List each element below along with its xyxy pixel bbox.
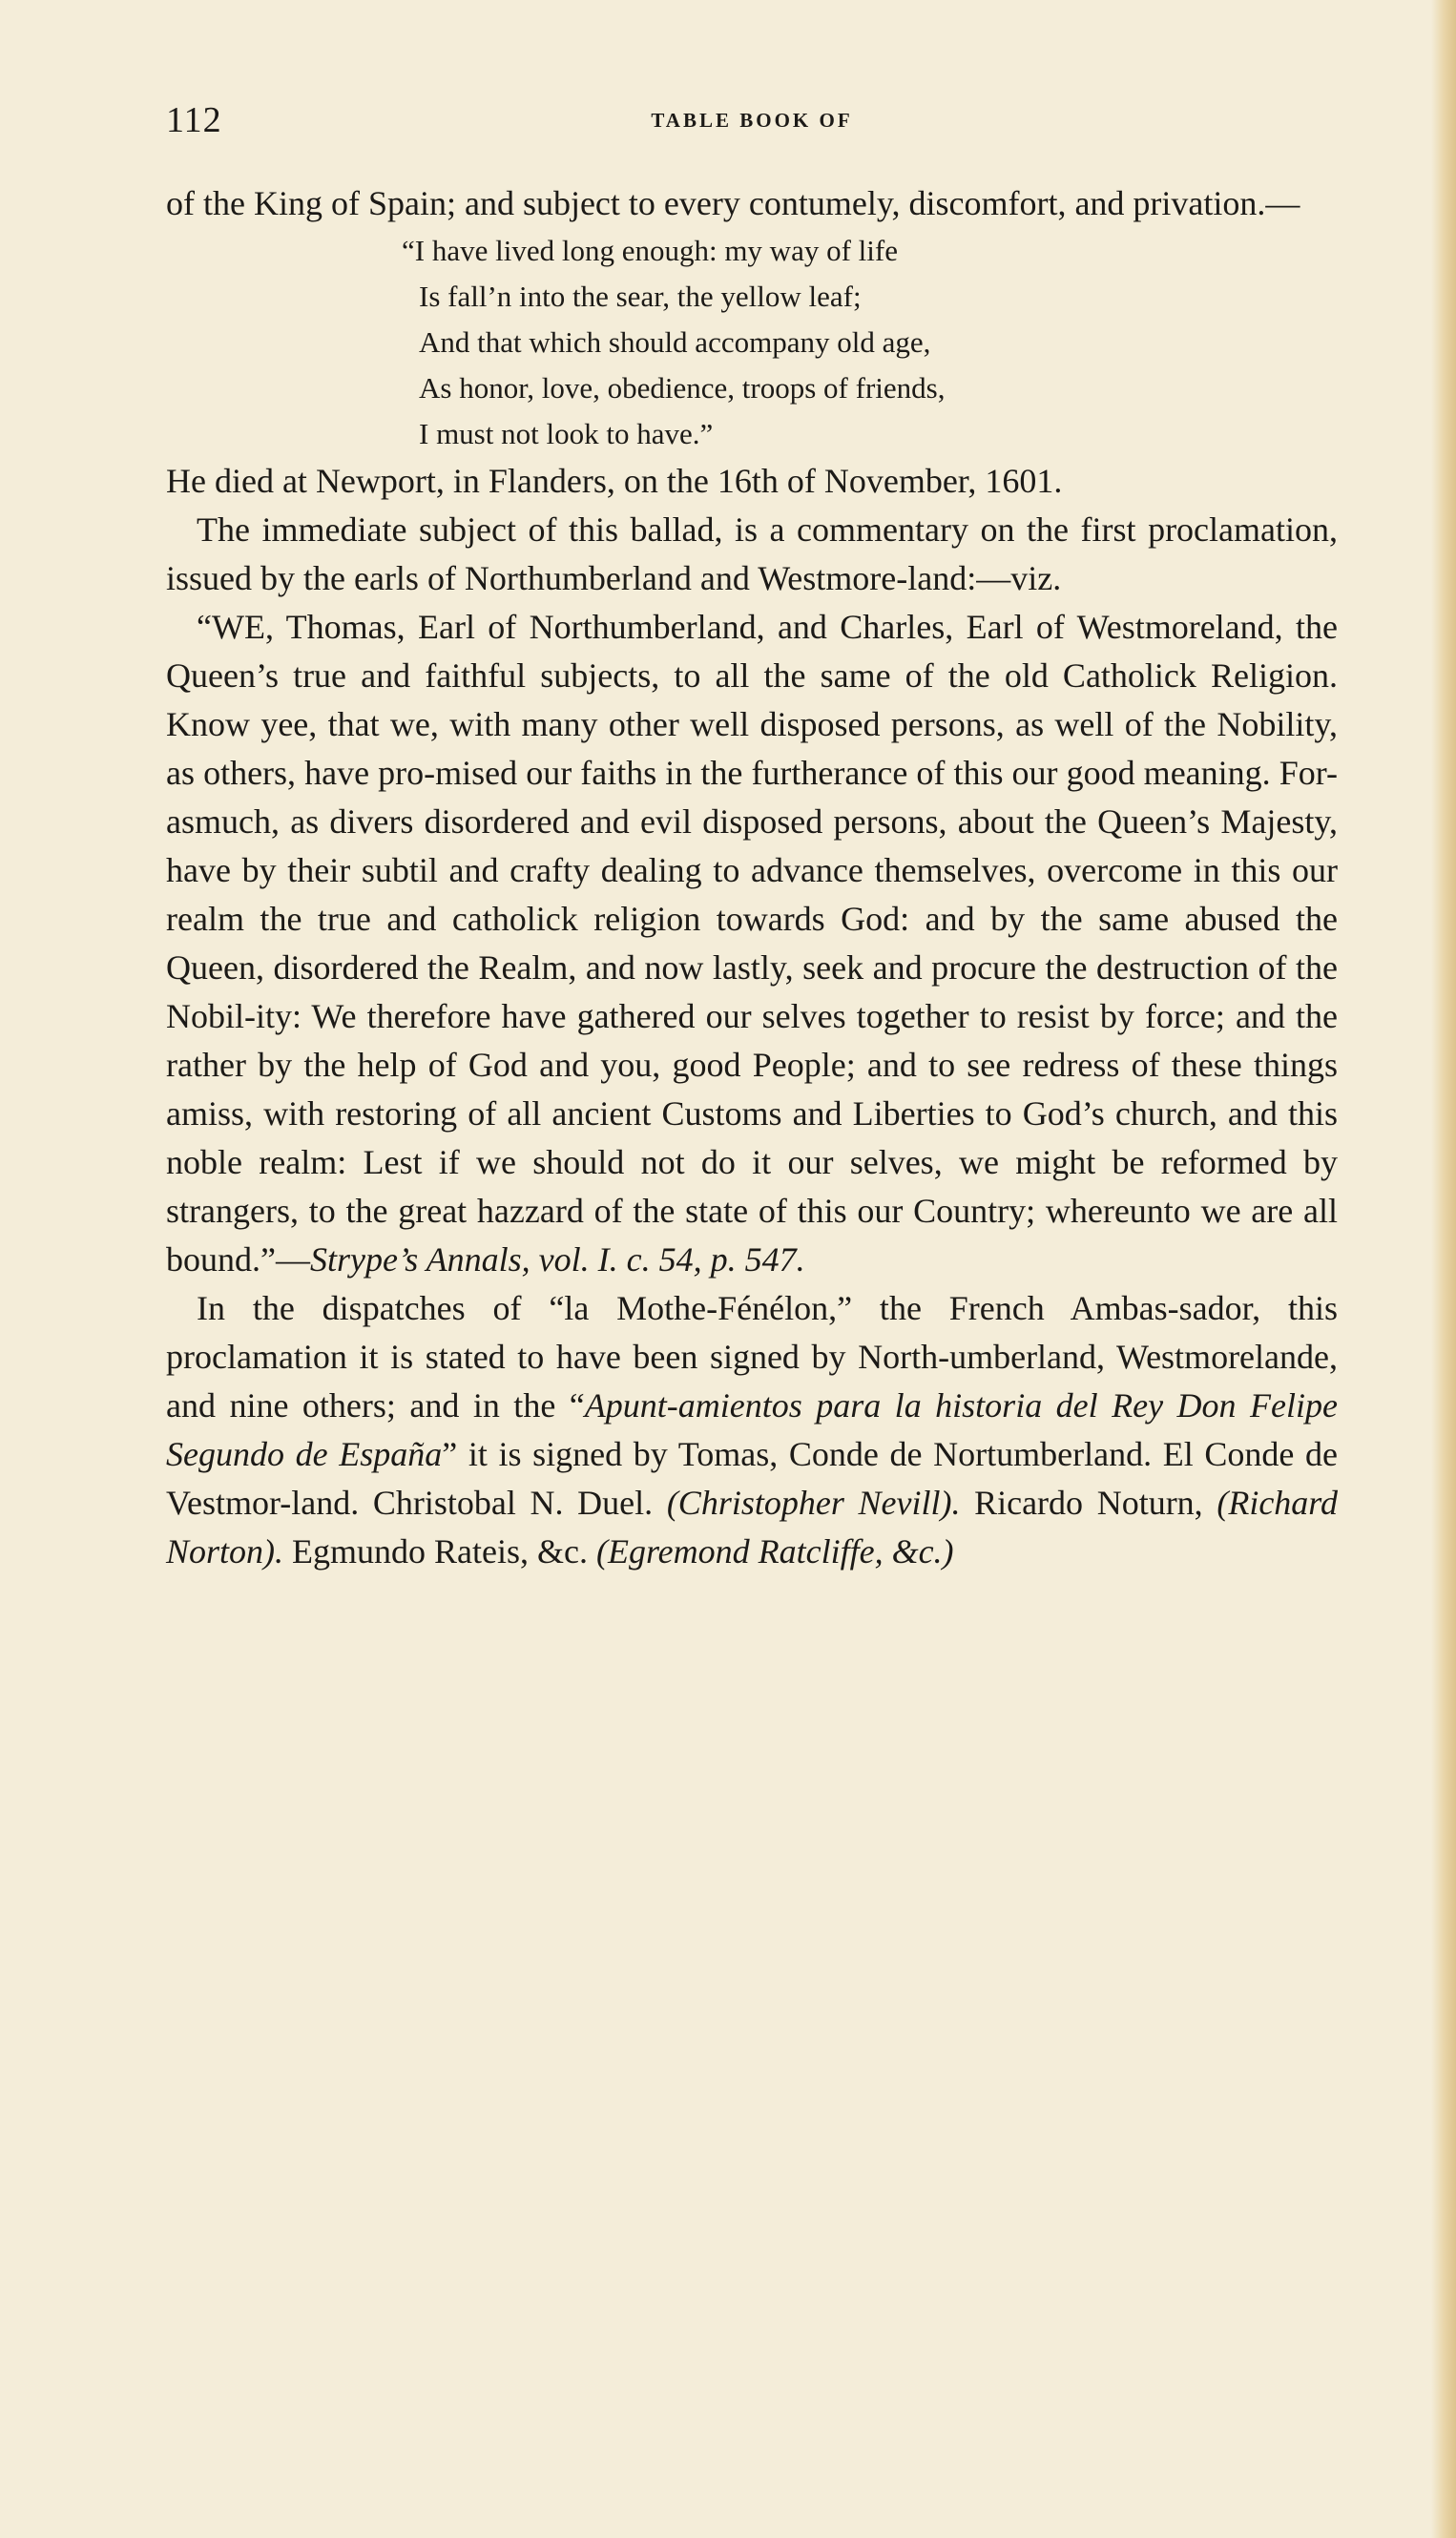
verse-line-2: Is fall’n into the sear, the yellow leaf;: [419, 280, 862, 313]
dispatches-text-1: In the dispatches of “la Mothe-Fénélon,” the French Ambas-sador, this proclamation it is stated to have been signed by North-umberland, Westmorelande, and nine others; and in the “: [166, 1289, 1338, 1425]
name-egremond-ratcliffe: (Egremond Ratcliffe, &c.): [595, 1532, 954, 1571]
verse-quotation: [402, 228, 1338, 457]
paragraph-2: He died at Newport, in Flanders, on the 16th of November, 1601.: [166, 462, 1063, 500]
dispatches-paragraph: [166, 1284, 1338, 1576]
dispatches-text-2: ” it is signed by Tomas, Conde de Nortumberland. El Conde de Vestmor-land. Christobal N. Duel.: [166, 1435, 1338, 1522]
verse-line-1: “I have lived long enough: my way of life: [402, 234, 898, 267]
book-page: [166, 95, 1338, 1576]
paragraph-3: The immediate subject of this ballad, is a commentary on the first proclamation, issued by the earls of Northumberland and Westmore-land:—viz.: [166, 510, 1338, 597]
proclamation-citation: Strype’s Annals, vol. I. c. 54, p. 547.: [309, 1240, 805, 1279]
verse-line-3: And that which should accompany old age,: [419, 325, 931, 359]
dispatches-text-4: Egmundo Rateis, &c.: [283, 1532, 596, 1571]
page-body: [166, 179, 1338, 1576]
page-edge-shadow: [1431, 0, 1456, 2538]
proclamation-text: “WE, Thomas, Earl of Northumberland, and Charles, Earl of Westmoreland, the Queen’s true and faithful subjects, to all the same of the old Catholick Religion. Know yee, that we, with many other well disposed persons, as well of the Nobility, as others, have pro-mised our faiths in the furtherance of this our good meaning. For-asmuch, as divers disordered and evil disposed persons, about the Queen’s Majesty, have by their subtil and crafty dealing to advance themselves, overcome in this our realm the true and catholick religion towards God: and by the same abused the Queen, disordered the Realm, and now lastly, seek and procure the destruction of the Nobil-ity: We therefore have gathered our selves together to resist by force; and the rather by the help of God and you, good People; and to see redress of these things amiss, with restoring of all ancient Customs and Liberties to God’s church, and this noble realm: Lest if we should not do it our selves, we might be reformed by strangers, to the great hazzard of the state of this our Country; whereunto we are all bound.”—: [166, 608, 1338, 1279]
page-number: 112: [166, 100, 222, 140]
name-richard-norton: (Richard Norton).: [166, 1484, 1338, 1571]
paragraph-1: of the King of Spain; and subject to every contumely, discomfort, and privation.—: [166, 184, 1300, 222]
apuntamientos-title: Apunt-amientos para la historia del Rey Don Felipe Segundo de España: [166, 1386, 1338, 1473]
running-head: [166, 95, 1338, 153]
proclamation-paragraph: [166, 603, 1338, 1284]
dispatches-text-3: Ricardo Noturn,: [960, 1484, 1217, 1522]
running-title: TABLE BOOK OF: [651, 109, 853, 132]
name-christopher-nevill: (Christopher Nevill).: [666, 1484, 961, 1522]
verse-line-4: As honor, love, obedience, troops of friends,: [419, 371, 946, 405]
verse-line-5: I must not look to have.”: [419, 417, 714, 450]
